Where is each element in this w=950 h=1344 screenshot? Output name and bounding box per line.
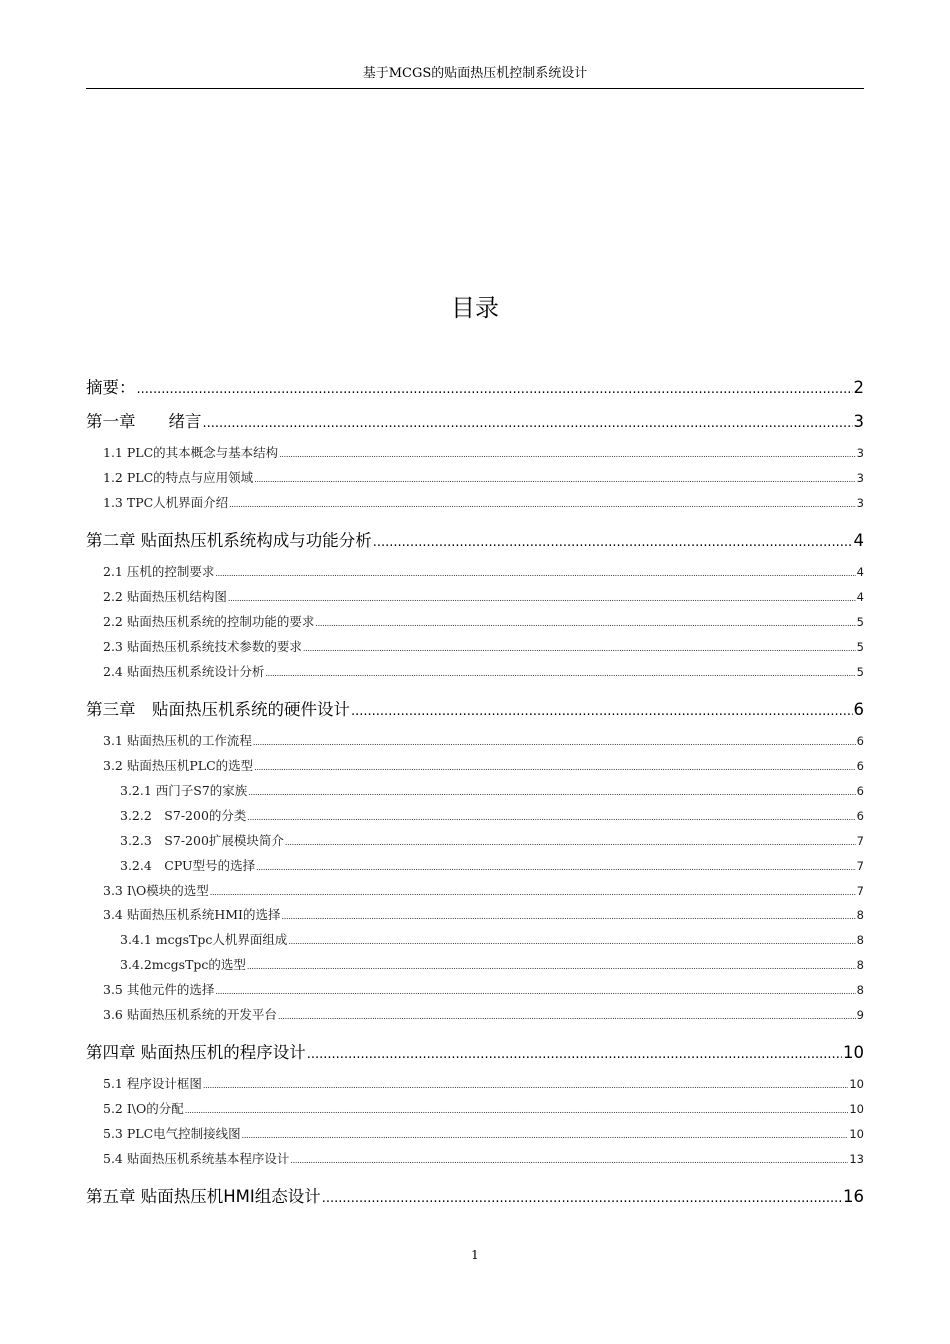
- toc-entry-label: 第五章 贴面热压机HMI组态设计: [86, 1187, 321, 1206]
- toc-dot-leader: [215, 569, 855, 578]
- toc-entry-label: 3.3 I\O模块的选型: [103, 883, 209, 898]
- toc-entry-page: 8: [856, 983, 864, 997]
- toc-section-entry[interactable]: [86, 493, 864, 511]
- toc-section-entry[interactable]: [86, 612, 864, 630]
- toc-section-entry[interactable]: [86, 1124, 864, 1142]
- toc-chapter-entry[interactable]: [86, 374, 864, 398]
- toc-dot-leader: [215, 987, 855, 996]
- toc-section-entry[interactable]: [86, 587, 864, 605]
- toc-chapter-entry[interactable]: [86, 408, 864, 432]
- toc-entry-label: 3.2.3 S7-200扩展模块简介: [120, 833, 284, 848]
- toc-entry-page: 13: [849, 1152, 864, 1166]
- page-footer: [0, 1248, 950, 1262]
- toc-entry-page: 6: [856, 784, 864, 798]
- toc-section-entry[interactable]: [86, 468, 864, 486]
- toc-entry-page: 16: [843, 1187, 864, 1206]
- toc-dot-leader: [210, 888, 856, 897]
- toc-dot-leader: [254, 475, 856, 484]
- toc-section-entry[interactable]: [86, 443, 864, 461]
- toc-entry-label: 3.2.4 CPU型号的选择: [120, 858, 256, 873]
- toc-section-entry[interactable]: [86, 756, 864, 774]
- toc-entry-label: 3.5 其他元件的选择: [103, 982, 215, 997]
- toc-entry-page: 4: [856, 590, 864, 604]
- toc-entry-page: 7: [856, 884, 864, 898]
- toc-dot-leader: [247, 962, 856, 971]
- toc-entry-label: 第三章 贴面热压机系统的硬件设计: [86, 700, 350, 719]
- toc-entry-page: 6: [856, 759, 864, 773]
- toc-entry-label: 第四章 贴面热压机的程序设计: [86, 1043, 306, 1062]
- toc-chapter-entry[interactable]: [86, 1039, 864, 1063]
- toc-entry-label: 2.2 贴面热压机结构图: [103, 589, 227, 604]
- toc-entry-page: 6: [856, 734, 864, 748]
- toc-dot-leader: [288, 937, 855, 946]
- toc-section-entry[interactable]: [86, 1099, 864, 1117]
- toc-entry-label: 5.1 程序设计框图: [103, 1076, 202, 1091]
- toc-dot-leader: [279, 450, 856, 459]
- toc-entry-page: 8: [856, 933, 864, 947]
- toc-section-entry[interactable]: [86, 930, 864, 948]
- toc-entry-label: 2.2 贴面热压机系统的控制功能的要求: [103, 614, 315, 629]
- toc-entry-label: 1.1 PLC的其本概念与基本结构: [103, 445, 279, 460]
- toc-entry-page: 3: [856, 471, 864, 485]
- toc-section-entry[interactable]: [86, 856, 864, 874]
- toc-entry-page: 3: [856, 496, 864, 510]
- toc-entry-page: 7: [856, 834, 864, 848]
- toc-dot-leader: [303, 644, 856, 653]
- toc-entry-page: 10: [849, 1127, 864, 1141]
- toc-entry-label: 第一章 绪言: [86, 412, 202, 431]
- toc-entry-page: 4: [853, 531, 864, 550]
- toc-entry-page: 4: [856, 565, 864, 579]
- page-number: 1: [471, 1248, 479, 1262]
- toc-chapter-entry[interactable]: [86, 696, 864, 720]
- toc-section-entry[interactable]: [86, 781, 864, 799]
- toc-entry-page: 5: [856, 665, 864, 679]
- toc-section-entry[interactable]: [86, 905, 864, 923]
- toc-entry-label: 3.4 贴面热压机系统HMI的选择: [103, 907, 281, 922]
- toc-dot-leader: [253, 738, 856, 747]
- toc-entry-page: 10: [849, 1077, 864, 1091]
- toc-dot-leader: [278, 1012, 856, 1021]
- toc-entry-label: 1.2 PLC的特点与应用领域: [103, 470, 254, 485]
- toc-dot-leader: [254, 763, 856, 772]
- toc-dot-leader: [285, 838, 856, 847]
- toc-entry-label: 3.2.2 S7-200的分类: [120, 808, 247, 823]
- toc-entry-label: 5.4 贴面热压机系统基本程序设计: [103, 1151, 290, 1166]
- toc-dot-leader: [351, 704, 853, 719]
- toc-dot-leader: [203, 1081, 849, 1090]
- toc-dot-leader: [290, 1156, 848, 1165]
- toc-entry-page: 8: [856, 958, 864, 972]
- toc-section-entry[interactable]: [86, 980, 864, 998]
- toc-dot-leader: [282, 912, 856, 921]
- toc-section-entry[interactable]: [86, 731, 864, 749]
- toc-dot-leader: [256, 863, 856, 872]
- toc-entry-label: 5.2 I\O的分配: [103, 1101, 184, 1116]
- toc-entry-page: 3: [856, 446, 864, 460]
- toc-entry-label: 2.3 贴面热压机系统技术参数的要求: [103, 639, 302, 654]
- toc-dot-leader: [307, 1047, 842, 1062]
- toc-dot-leader: [247, 813, 855, 822]
- toc-entry-page: 3: [853, 412, 864, 431]
- toc-section-entry[interactable]: [86, 562, 864, 580]
- toc-entry-page: 5: [856, 640, 864, 654]
- toc-chapter-entry[interactable]: [86, 527, 864, 551]
- toc-section-entry[interactable]: [86, 1005, 864, 1023]
- toc-entry-page: 6: [853, 700, 864, 719]
- toc-dot-leader: [242, 1131, 849, 1140]
- toc-entry-page: 10: [843, 1043, 864, 1062]
- toc-dot-leader: [137, 382, 853, 397]
- toc-entry-label: 3.2 贴面热压机PLC的选型: [103, 758, 254, 773]
- toc-entry-page: 5: [856, 615, 864, 629]
- toc-entry-label: 3.2.1 西门子S7的家族: [120, 783, 248, 798]
- toc-entry-page: 2: [853, 378, 864, 397]
- toc-dot-leader: [203, 416, 853, 431]
- toc-dot-leader: [248, 788, 855, 797]
- toc-entry-label: 2.4 贴面热压机系统设计分析: [103, 664, 265, 679]
- toc-section-entry[interactable]: [86, 1149, 864, 1167]
- toc-entry-label: 摘要：: [86, 378, 136, 397]
- page-header: [86, 64, 864, 89]
- toc-dot-leader: [265, 669, 855, 678]
- toc-entry-label: 1.3 TPC人机界面介绍: [103, 495, 229, 510]
- header-text: 基于MCGS的贴面热压机控制系统设计: [362, 66, 588, 81]
- toc-dot-leader: [228, 594, 856, 603]
- toc-section-entry[interactable]: [86, 831, 864, 849]
- toc-entry-label: 3.1 贴面热压机的工作流程: [103, 733, 252, 748]
- toc-entry-label: 2.1 压机的控制要求: [103, 564, 215, 579]
- toc-entry-page: 8: [856, 908, 864, 922]
- toc-entry-page: 7: [856, 859, 864, 873]
- toc-section-entry[interactable]: [86, 881, 864, 899]
- toc-dot-leader: [185, 1106, 849, 1115]
- toc-entry-label: 第二章 贴面热压机系统构成与功能分析: [86, 531, 372, 550]
- toc-title: 目录: [451, 294, 499, 322]
- toc-section-entry[interactable]: [86, 955, 864, 973]
- toc-entry-label: 3.6 贴面热压机系统的开发平台: [103, 1007, 277, 1022]
- toc-entry-label: 5.3 PLC电气控制接线图: [103, 1126, 241, 1141]
- toc-entry-page: 9: [856, 1008, 864, 1022]
- toc-dot-leader: [315, 619, 855, 628]
- toc-section-entry[interactable]: [86, 662, 864, 680]
- toc-entry-label: 3.4.1 mcgsTpc人机界面组成: [120, 932, 288, 947]
- toc-section-entry[interactable]: [86, 1074, 864, 1092]
- toc-entry-page: 6: [856, 809, 864, 823]
- toc-section-entry[interactable]: [86, 637, 864, 655]
- toc-dot-leader: [373, 535, 853, 550]
- toc-dot-leader: [322, 1191, 842, 1206]
- toc-section-entry[interactable]: [86, 806, 864, 824]
- toc-entry-page: 10: [849, 1102, 864, 1116]
- toc-chapter-entry[interactable]: [86, 1183, 864, 1207]
- toc-entry-label: 3.4.2mcgsTpc的选型: [120, 957, 246, 972]
- toc-dot-leader: [229, 500, 856, 509]
